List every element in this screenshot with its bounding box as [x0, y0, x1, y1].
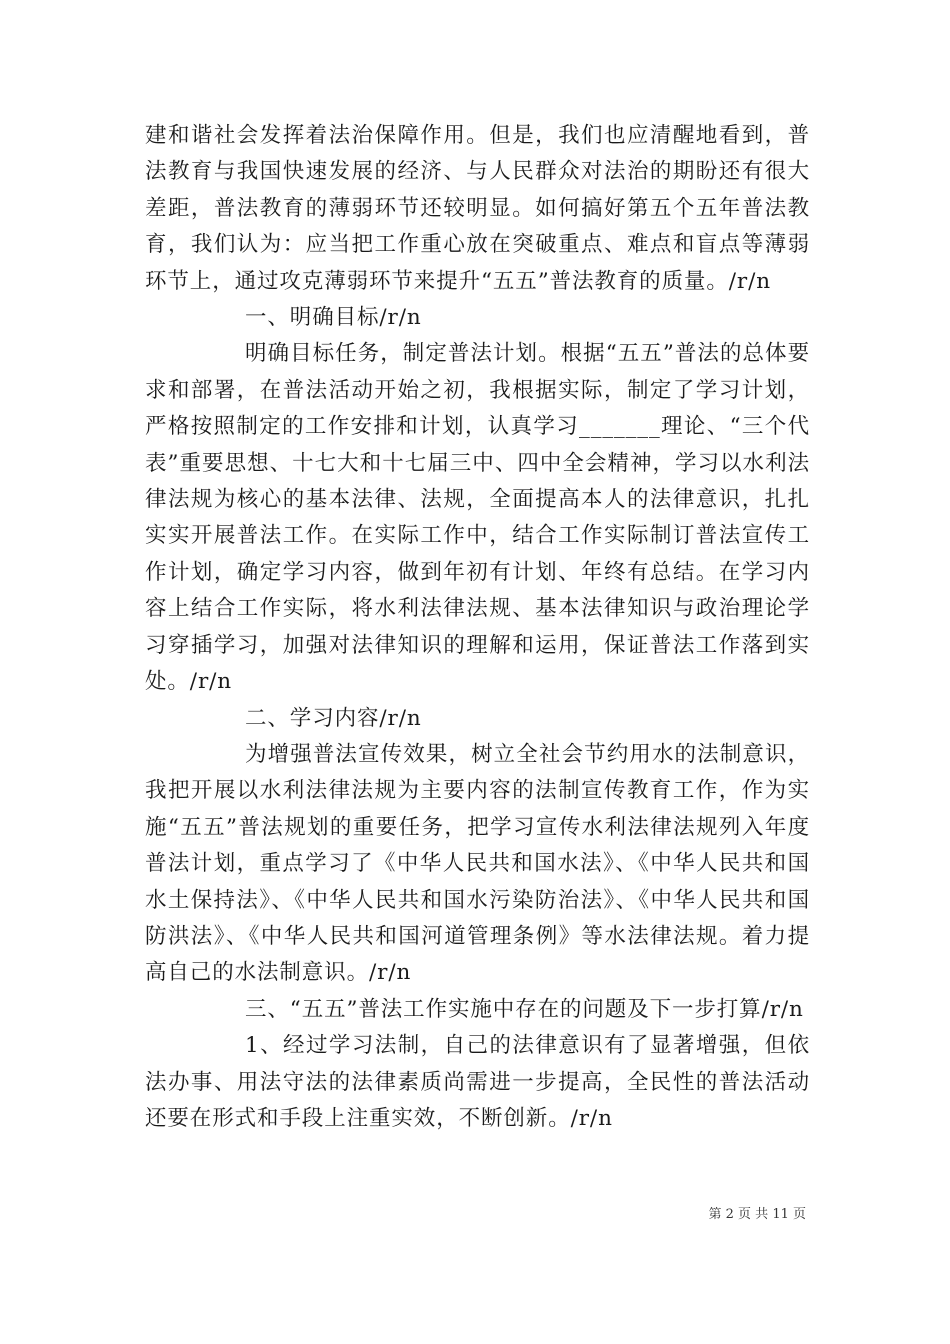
paragraph-problems: 1、经过学习法制，自己的法律意识有了显著增强，但依法办事、用法守法的法律素质尚需进一步提高，全民性的普法活动还要在形式和手段上注重实效，不断创新。/r/n: [145, 1033, 810, 1131]
section-heading-3: 三、“五五”普法工作实施中存在的问题及下一步打算/r/n: [245, 996, 804, 1022]
paragraph-goals: 明确目标任务，制定普法计划。根据“五五”普法的总体要求和部署，在普法活动开始之初，我根据实际，制定了学习计划，严格按照制定的工作安排和计划，认真学习_______理论、“三个代表”重要思想、十七大和十七届三中、四中全会精神，学习以水利法律法规为核心的基本法律、法规，全面提高本人的法律意识，扎扎实实开展普法工作。在实际工作中，结合工作实际制订普法宣传工作计划，确定学习内容，做到年初有计划、年终有总结。在学习内容上结合工作实际，将水利法律法规、基本法律知识与政治理论学习穿插学习，加强对法律知识的理解和运用，保证普法工作落到实处。/r/n: [145, 341, 810, 695]
section-heading-2: 二、学习内容/r/n: [245, 705, 422, 731]
paragraph-continuation: 建和谐社会发挥着法治保障作用。但是，我们也应清醒地看到，普法教育与我国快速发展的经济、与人民群众对法治的期盼还有很大差距，普法教育的薄弱环节还较明显。如何搞好第五个五年普法教育，我们认为：应当把工作重心放在突破重点、难点和盲点等薄弱环节上，通过攻克薄弱环节来提升“五五”普法教育的质量。/r/n: [145, 123, 810, 294]
document-body: [145, 118, 810, 1137]
paragraph-content: 为增强普法宣传效果，树立全社会节约用水的法制意识，我把开展以水利法律法规为主要内容的法制宣传教育工作，作为实施“五五”普法规划的重要任务，把学习宣传水利法律法规列入年度普法计划，重点学习了《中华人民共和国水法》、《中华人民共和国水土保持法》、《中华人民共和国水污染防治法》、《中华人民共和国防洪法》、《中华人民共和国河道管理条例》等水法律法规。着力提高自己的水法制意识。/r/n: [145, 741, 810, 986]
page-number-footer: 第 2 页 共 11 页: [708, 1207, 806, 1222]
section-heading-1: 一、明确目标/r/n: [245, 305, 422, 331]
